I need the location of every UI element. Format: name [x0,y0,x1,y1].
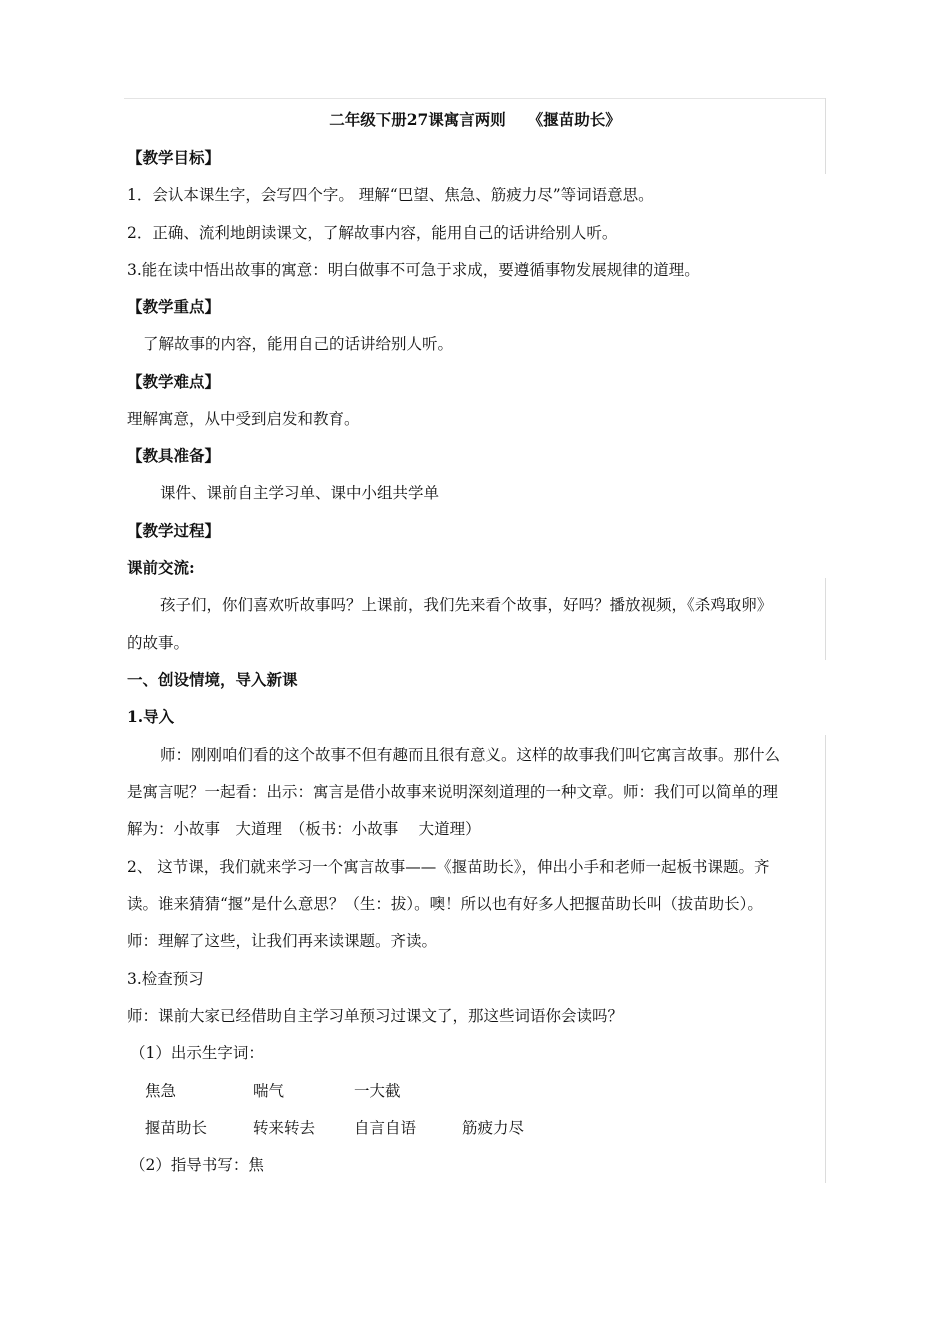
word-item: 揠苗助长 [145,1119,208,1137]
intro-heading: 1.导入 [127,707,175,726]
teaching-tools-heading: 【教具准备】 [127,446,221,465]
words-row-1 [145,1081,401,1101]
title-main: 二年级下册27课寓言两则 [329,110,506,129]
document-title [0,110,950,130]
word-item: 喘气 [253,1082,285,1100]
page-right-border-2 [825,578,826,660]
pre-talk-line-1: 孩子们，你们喜欢听故事吗？上课前，我们先来看个故事，好吗？播放视频，《杀鸡取卵》 [160,596,773,614]
page-right-border-3 [825,735,826,1183]
section-1-heading: 一、创设情境，导入新课 [127,670,298,689]
lesson-line-1: 2、 这节课，我们就来学习一个寓言故事——《揠苗助长》，伸出小手和老师一起板书课题。齐 [127,858,770,876]
page-top-border [124,98,826,99]
goals-heading: 【教学目标】 [127,148,221,167]
key-points-heading: 【教学重点】 [127,297,221,316]
intro-line-3: 解为：小故事 大道理 （板书：小故事 大道理） [127,820,481,838]
goal-3: 3.能在读中悟出故事的寓意：明白做事不可急于求成，要遵循事物发展规律的道理。 [127,261,700,279]
word-item: 转来转去 [253,1119,316,1137]
teaching-tools-text: 课件、课前自主学习单、课中小组共学单 [160,484,440,502]
difficult-points-heading: 【教学难点】 [127,372,221,391]
word-item: 焦急 [145,1082,177,1100]
words-heading: （1）出示生字词： [130,1044,264,1062]
preview-heading: 3.检查预习 [127,970,204,988]
title-book: 《揠苗助长》 [527,110,621,129]
preview-text: 师：课前大家已经借助自主学习单预习过课文了，那这些词语你会读吗？ [127,1007,624,1025]
word-item: 一大截 [354,1082,401,1100]
words-row-2 [145,1118,524,1138]
pre-talk-line-2: 的故事。 [127,634,190,652]
lesson-line-2: 读。谁来猜猜“揠”是什么意思？（生：拔）。噢！所以也有好多人把揠苗助长叫（拔苗助长）。 [127,895,763,913]
teaching-process-heading: 【教学过程】 [127,521,221,540]
intro-line-2: 是寓言呢？一起看：出示：寓言是借小故事来说明深刻道理的一种文章。师：我们可以简单的理 [127,783,779,801]
goal-1: 1．会认本课生字，会写四个字。 理解“巴望、焦急、筋疲力尽”等词语意思。 [127,186,654,204]
difficult-points-text: 理解寓意，从中受到启发和教育。 [127,410,360,428]
intro-line-1: 师：刚刚咱们看的这个故事不但有趣而且很有意义。这样的故事我们叫它寓言故事。那什么 [160,746,781,764]
lesson-line-3: 师：理解了这些，让我们再来读课题。齐读。 [127,932,438,950]
writing-heading: （2）指导书写：焦 [130,1156,264,1174]
goal-2: 2．正确、流利地朗读课文，了解故事内容，能用自己的话讲给别人听。 [127,224,618,242]
word-item: 自言自语 [354,1119,417,1137]
pre-talk-heading: 课前交流: [127,558,195,577]
key-points-text: 了解故事的内容，能用自己的话讲给别人听。 [143,335,454,353]
word-item: 筋疲力尽 [462,1119,525,1137]
